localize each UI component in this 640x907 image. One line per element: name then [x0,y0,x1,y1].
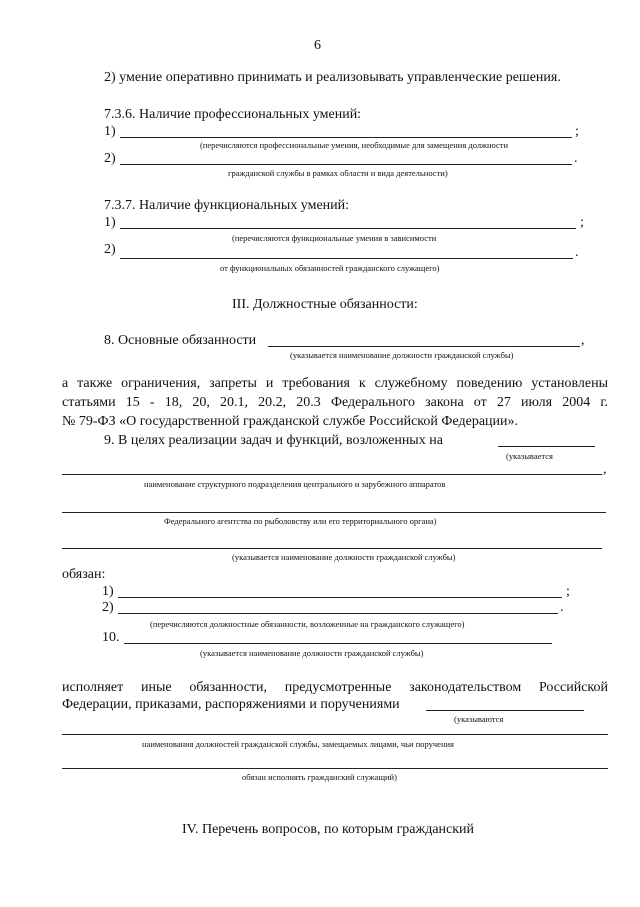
intro-item: 2) умение оперативно принимать и реализовывать управленческие решения. [104,70,561,85]
section-736-item-1-line [120,137,572,138]
other-duties-hint-b: наименования должностей гражданской службы, замещаемых лицами, чьи поручения [142,739,454,749]
section-736-hint-1: (перечисляются профессиональные умения, необходимые для замещения должности [200,140,509,150]
obliged-label: обязан: [62,567,106,582]
other-duties-line-1: исполняет иные обязанности, предусмотренные законодательством Российской [62,680,608,695]
section-736-item-2-number: 2) [104,151,116,166]
duties-10-hint: (указывается наименование должности гражданской службы) [200,648,424,658]
section-736-hint-2: гражданской службы в рамках области и вида деятельности) [228,168,448,178]
duties-10-line [124,643,552,644]
section-737-item-2-number: 2) [104,242,116,257]
duties-8-hint: (указывается наименование должности гражданской службы) [290,350,514,360]
other-duties-line-2: Федерации, приказами, распоряжениями и поручениями [62,697,400,712]
section-3-title: III. Должностные обязанности: [232,297,418,312]
duties-10-label: 10. [102,630,120,645]
obligation-1-line [118,597,562,598]
section-736-item-2-line [120,164,572,165]
duties-9-line-b [62,474,602,475]
other-duties-line-c [62,768,608,769]
obligation-2-number: 2) [102,600,114,615]
page-number: 6 [314,38,321,53]
duties-9-comma: , [603,462,607,477]
section-737-item-1-semicolon: ; [580,215,584,230]
duties-9-text: 9. В целях реализации задач и функций, возложенных на [104,433,443,448]
duties-9-hint-b: наименование структурного подразделения центрального и зарубежного аппаратов [144,479,446,489]
duties-9-hint-c: Федерального агентства по рыболовству или его территориального органа) [164,516,437,526]
restrictions-line-3: № 79-ФЗ «О государственной гражданской службе Российской Федерации». [62,414,519,429]
section-4-title: IV. Перечень вопросов, по которым гражданский [182,822,475,837]
obligation-hint: (перечисляются должностные обязанности, возложенные на гражданского служащего) [150,619,465,629]
section-737-item-1-number: 1) [104,215,116,230]
section-737-heading: 7.3.7. Наличие функциональных умений: [104,198,350,213]
restrictions-line-1: а также ограничения, запреты и требования к служебному поведению установлены [62,376,608,391]
section-737-item-1-line [120,228,576,229]
section-736-item-1-number: 1) [104,124,116,139]
obligation-2-end: . [560,600,564,615]
duties-9-line-c [62,512,606,513]
obligation-2-line [118,613,558,614]
duties-9-line-a [498,446,595,447]
duties-8-label: 8. Основные обязанности [104,333,257,348]
section-736-item-1-semicolon: ; [575,124,579,139]
duties-8-line [268,346,580,347]
section-737-item-2-dot: . [575,245,579,260]
section-737-item-2-line [120,258,573,259]
obligation-1-number: 1) [102,584,114,599]
other-duties-hint-c: обязан исполнять гражданский служащий) [242,772,397,782]
section-736-item-2-dot: . [574,151,578,166]
section-737-hint-2: от функциональных обязанностей гражданского служащего) [220,263,440,273]
section-736-heading: 7.3.6. Наличие профессиональных умений: [104,107,362,122]
obligation-1-end: ; [566,584,570,599]
duties-9-hint-d: (указывается наименование должности гражданской службы) [232,552,456,562]
other-duties-line-a [426,710,584,711]
duties-9-line-d [62,548,602,549]
section-737-hint-1: (перечисляются функциональные умения в зависимости [232,233,437,243]
duties-9-hint-a: (указывается [506,451,553,461]
restrictions-line-2: статьями 15 - 18, 20, 20.1, 20.2, 20.3 Федерального закона от 27 июля 2004 г. [62,395,608,410]
duties-8-comma: , [581,333,585,348]
other-duties-hint-a: (указываются [454,714,504,724]
other-duties-line-b [62,734,608,735]
